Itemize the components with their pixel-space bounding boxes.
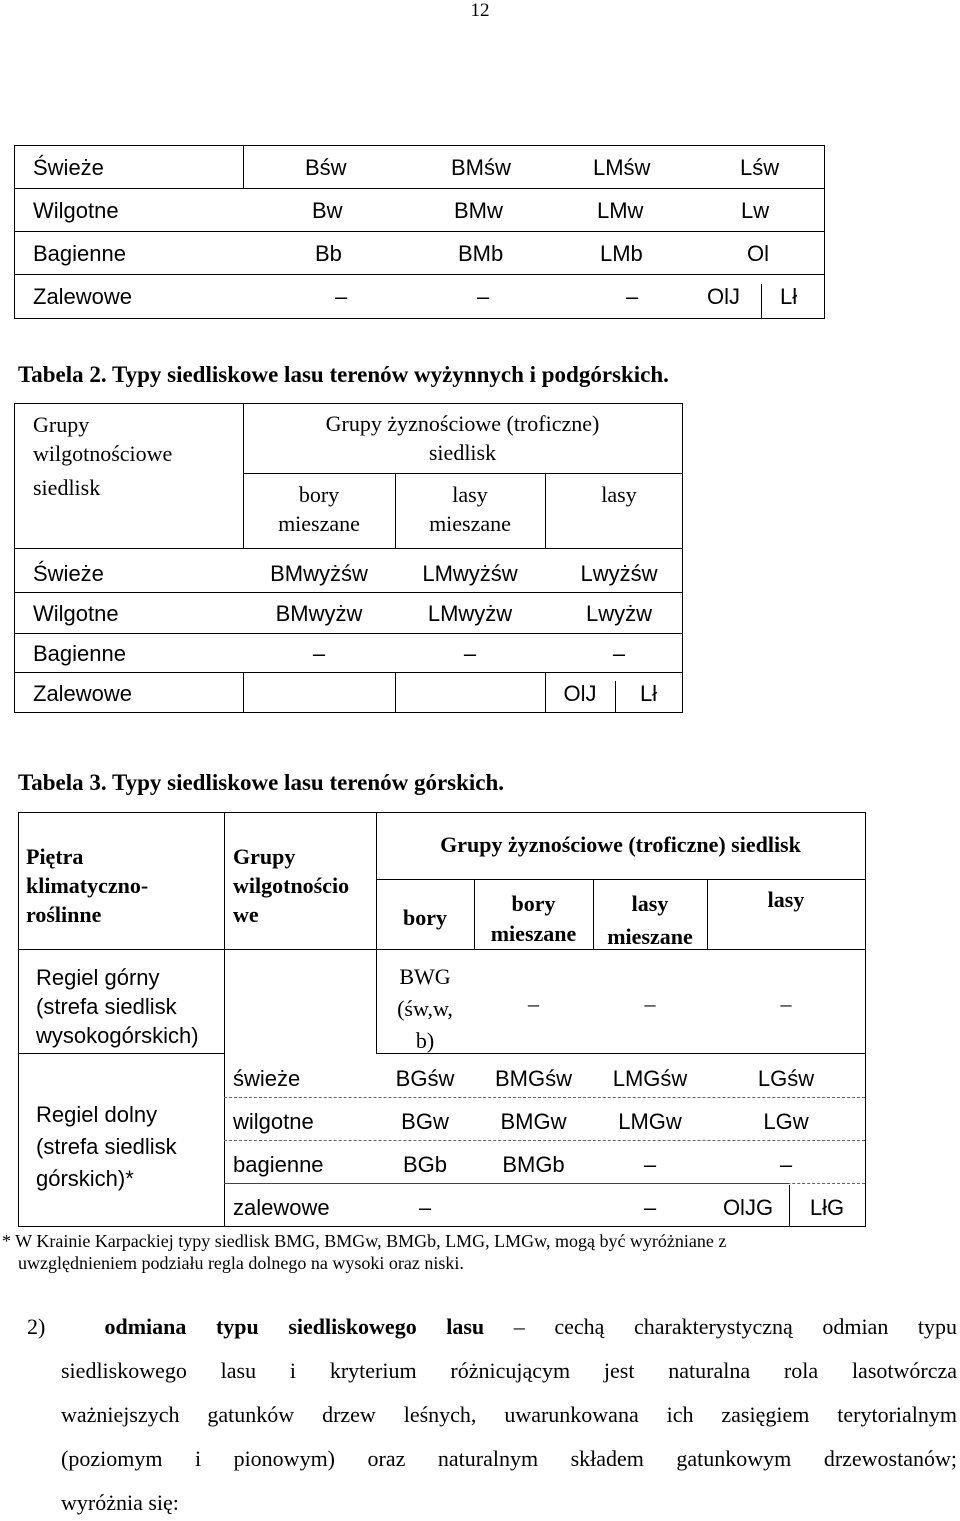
table-cell: Bśw xyxy=(305,155,347,180)
header-lasy: lasy xyxy=(767,887,805,912)
header-wilgotnosciowe: Grupy wilgotnościo we xyxy=(233,844,350,927)
table-cell: BMw xyxy=(454,198,503,223)
table-cell: BMwyżw xyxy=(275,601,363,626)
table-row xyxy=(15,232,824,275)
table-cell: LMwyżw xyxy=(427,601,513,626)
table-cell: – xyxy=(643,1195,657,1220)
page-number: 12 xyxy=(470,0,490,21)
header-lasy-mieszane: lasy mieszane xyxy=(429,482,511,536)
bwg-cell: BWG (św,w, b) xyxy=(397,964,453,1053)
paragraph-line: ważniejszych gatunków drzew leśnych, uwarunkowana ich zasięgiem terytorialnym xyxy=(61,1402,957,1427)
table-cell: – xyxy=(312,641,326,666)
table-cell: Bw xyxy=(312,198,343,223)
table-cell: Wilgotne xyxy=(33,601,119,626)
table-cell: – xyxy=(779,1152,793,1177)
table-cell: Lwyżw xyxy=(585,601,652,626)
table-cell: Bagienne xyxy=(33,641,126,666)
table-cell: LMGśw xyxy=(612,1066,688,1091)
header-bory-mieszane: bory mieszane xyxy=(490,891,577,946)
table-cell: LGśw xyxy=(757,1066,815,1091)
table-cell: BMGb xyxy=(502,1152,565,1177)
table-cell: wilgotne xyxy=(233,1109,314,1134)
paragraph-line: siedliskowego lasu i kryterium różnicującym jest naturalna rola lasotwórcza xyxy=(61,1358,957,1383)
table-cell: – xyxy=(477,284,490,309)
table-cell: LMGw xyxy=(618,1109,682,1134)
table-cell: Bagienne xyxy=(33,241,126,266)
table-cell: – xyxy=(528,991,539,1016)
footnote: * W Krainie Karpackiej typy siedlisk BMG, BMGw, BMGb, LMG, LMGw, mogą być wyróżniane z uwzględnieniem podziału regla dolnego na wysoki oraz niski. xyxy=(2,1231,727,1273)
table-cell: BGw xyxy=(401,1109,449,1134)
table-3-caption: Tabela 3. Typy siedliskowe lasu terenów górskich. xyxy=(18,770,505,795)
table-cell: Świeże xyxy=(33,155,104,180)
table-cell: – xyxy=(643,1152,657,1177)
table-cell: świeże xyxy=(233,1066,301,1091)
regiel-dolny: Regiel dolny (strefa siedlisk górskich)* xyxy=(36,1102,177,1191)
table-cell: Lśw xyxy=(740,155,780,180)
header-wilgotnosciowe: Grupy wilgotnościowe siedlisk xyxy=(33,412,173,500)
paragraph-line: 2) odmiana typu siedliskowego lasu – cechą charakterystyczną odmian typu xyxy=(27,1314,958,1339)
table-cell: – xyxy=(644,991,656,1016)
header-troficzne: Grupy żyznościowe (troficzne) siedlisk xyxy=(440,832,801,857)
table-cell: – xyxy=(626,284,639,309)
table-cell: Lw xyxy=(741,198,770,223)
table-cell: – xyxy=(335,284,348,309)
table-cell: Lł xyxy=(780,284,798,309)
table-cell: LMśw xyxy=(593,155,651,180)
table-cell: OlJ xyxy=(707,284,740,309)
table-cell: BMGśw xyxy=(495,1066,572,1091)
table-cell: – xyxy=(463,641,477,666)
header-lasy-mieszane: lasy mieszane xyxy=(607,891,693,949)
header-lasy: lasy xyxy=(601,482,637,507)
paragraph-line: wyróżnia się: xyxy=(61,1490,179,1515)
header-bory-mieszane: bory mieszane xyxy=(278,482,360,536)
table-row xyxy=(15,146,824,189)
table-cell: Zalewowe xyxy=(33,681,133,706)
table-cell: LłG xyxy=(809,1195,845,1220)
table-cell: LMw xyxy=(597,198,644,223)
table-cell: BMwyżśw xyxy=(270,561,368,586)
table-cell: OlJ xyxy=(563,681,597,706)
header-troficzne: Grupy żyznościowe (troficzne) siedlisk xyxy=(325,411,600,465)
table-cell: – xyxy=(612,641,626,666)
header-pietra: Piętra klimatyczno- roślinne xyxy=(26,844,149,927)
table-cell: Bb xyxy=(315,241,342,266)
table-cell: BMGw xyxy=(500,1109,567,1134)
table-cell: BMb xyxy=(458,241,504,266)
term-odmiana: odmiana typu siedliskowego lasu xyxy=(104,1314,485,1339)
table-cell: Wilgotne xyxy=(33,198,119,223)
table-row xyxy=(15,189,824,232)
paragraph-line: (poziomym i pionowym) oraz naturalnym składem gatunkowym drzewostanów; xyxy=(61,1446,957,1471)
table-cell: Świeże xyxy=(33,561,104,586)
table-cell: Zalewowe xyxy=(33,284,133,309)
table-2 xyxy=(14,403,683,713)
table-cell: BGśw xyxy=(395,1066,455,1091)
table-3 xyxy=(18,812,866,1227)
table-row xyxy=(15,275,824,318)
table-cell: Lwyżśw xyxy=(580,561,658,586)
table-cell: BMśw xyxy=(451,155,511,180)
header-bory: bory xyxy=(403,905,447,930)
table-cell: Ol xyxy=(747,241,769,266)
table-cell: bagienne xyxy=(233,1152,324,1177)
table-cell: – xyxy=(418,1195,432,1220)
table-cell: LMwyżśw xyxy=(422,561,518,586)
table-cell: – xyxy=(780,991,792,1016)
table-cell: LMb xyxy=(600,241,643,266)
table-1 xyxy=(14,145,825,319)
table-cell: OlJG xyxy=(722,1195,774,1220)
table-cell: BGb xyxy=(402,1152,448,1177)
table-cell: LGw xyxy=(763,1109,809,1134)
regiel-gorny: Regiel górny (strefa siedlisk wysokogórskich) xyxy=(36,965,199,1048)
table-2-caption: Tabela 2. Typy siedliskowe lasu terenów wyżynnych i podgórskich. xyxy=(18,362,669,387)
table-cell: zalewowe xyxy=(233,1195,330,1220)
table-cell: Lł xyxy=(639,681,658,706)
